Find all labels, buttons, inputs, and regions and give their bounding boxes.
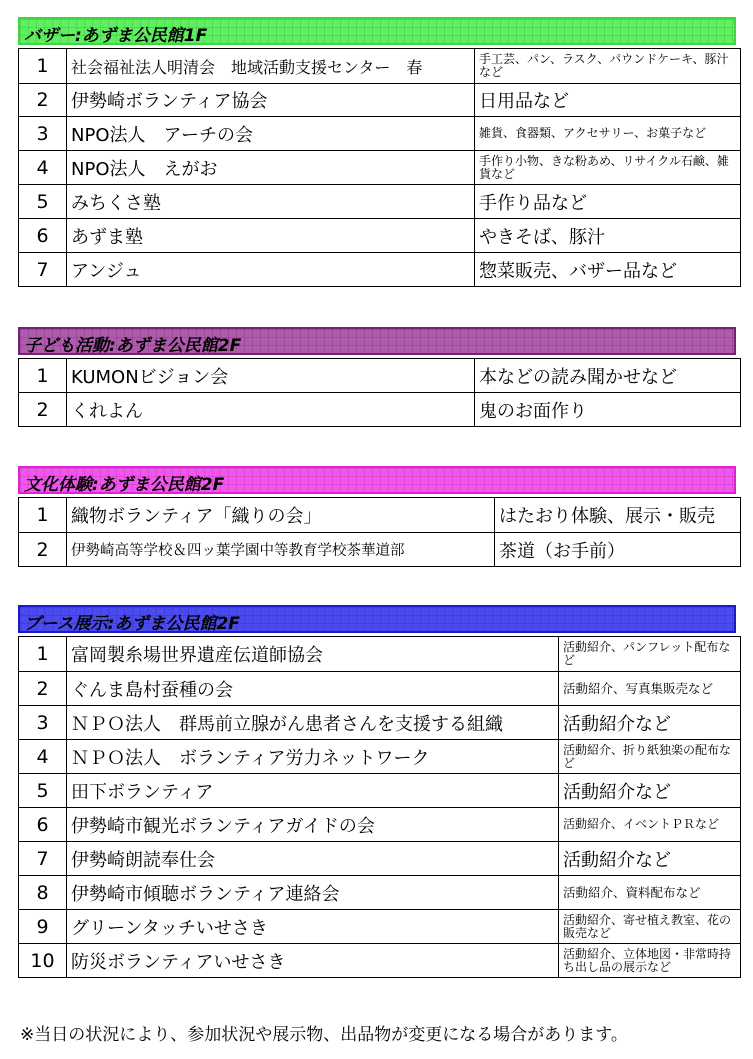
item-description: 手作り小物、きな粉あめ、リサイクル石鹸、雑貨など <box>475 151 741 185</box>
item-description: 活動紹介など <box>559 842 741 876</box>
exhibitor-name: 伊勢崎高等学校＆四ッ葉学園中等教育学校茶華道部 <box>67 533 495 567</box>
row-number: 4 <box>19 740 67 774</box>
exhibitor-name: 富岡製糸場世界遺産伝道師協会 <box>67 637 559 672</box>
table-row <box>19 672 741 706</box>
exhibitor-name: 社会福祉法人明清会 地域活動支援センター 春 <box>67 49 475 84</box>
item-description: 本などの読み聞かせなど <box>475 359 741 393</box>
item-description: 活動紹介、折り紙独楽の配布など <box>559 740 741 774</box>
table-row <box>19 359 741 393</box>
section-banner <box>18 327 736 355</box>
section-title: バザー:あずま公民館1F <box>24 26 208 46</box>
exhibitor-name: 織物ボランティア「織りの会」 <box>67 498 495 533</box>
row-number: 3 <box>19 706 67 740</box>
row-number: 5 <box>19 774 67 808</box>
row-number: 2 <box>19 84 67 117</box>
exhibitor-name: くれよん <box>67 393 475 427</box>
row-number: 10 <box>19 944 67 978</box>
item-description: 鬼のお面作り <box>475 393 741 427</box>
row-number: 7 <box>19 253 67 287</box>
section-bazaar <box>18 17 740 287</box>
row-number: 2 <box>19 393 67 427</box>
exhibitor-name: ＮＰＯ法人 ボランティア労力ネットワーク <box>67 740 559 774</box>
table-row <box>19 808 741 842</box>
table-row <box>19 706 741 740</box>
exhibitor-name: 伊勢崎ボランティア協会 <box>67 84 475 117</box>
section-kids-activities <box>18 327 740 427</box>
exhibitor-name: NPO法人 アーチの会 <box>67 117 475 151</box>
exhibitor-name: グリーンタッチいせさき <box>67 910 559 944</box>
table-row <box>19 393 741 427</box>
exhibitor-name: 田下ボランティア <box>67 774 559 808</box>
item-description: 活動紹介など <box>559 706 741 740</box>
item-description: 活動紹介、寄せ植え教室、花の販売など <box>559 910 741 944</box>
row-number: 6 <box>19 808 67 842</box>
item-description: 活動紹介、イベントＰＲなど <box>559 808 741 842</box>
exhibitor-name: ＮＰＯ法人 群馬前立腺がん患者さんを支援する組織 <box>67 706 559 740</box>
row-number: 9 <box>19 910 67 944</box>
kids-table <box>18 358 741 427</box>
row-number: 5 <box>19 185 67 219</box>
item-description: はたおり体験、展示・販売 <box>495 498 741 533</box>
table-row <box>19 740 741 774</box>
exhibitor-name: KUMONビジョン会 <box>67 359 475 393</box>
item-description: 雑貨、食器類、アクセサリー、お菓子など <box>475 117 741 151</box>
row-number: 1 <box>19 49 67 84</box>
table-row <box>19 253 741 287</box>
row-number: 1 <box>19 498 67 533</box>
exhibitor-name: アンジュ <box>67 253 475 287</box>
item-description: 活動紹介など <box>559 774 741 808</box>
table-row <box>19 219 741 253</box>
exhibitor-name: 伊勢崎市傾聴ボランティア連絡会 <box>67 876 559 910</box>
culture-table <box>18 497 741 567</box>
exhibitor-name: 防災ボランティアいせさき <box>67 944 559 978</box>
exhibitor-name: NPO法人 えがお <box>67 151 475 185</box>
table-row <box>19 842 741 876</box>
item-description: 日用品など <box>475 84 741 117</box>
exhibitor-name: 伊勢崎市観光ボランティアガイドの会 <box>67 808 559 842</box>
item-description: 活動紹介、パンフレット配布など <box>559 637 741 672</box>
section-title: ブース展示:あずま公民館2F <box>24 614 240 634</box>
section-title: 子ども活動:あずま公民館2F <box>24 336 242 356</box>
item-description: 手工芸、パン、ラスク、パウンドケーキ、豚汁など <box>475 49 741 84</box>
row-number: 4 <box>19 151 67 185</box>
footnote: ※当日の状況により、参加状況や展示物、出品物が変更になる場合があります。 <box>20 1025 628 1045</box>
item-description: 惣菜販売、バザー品など <box>475 253 741 287</box>
section-booth-exhibits <box>18 605 740 978</box>
table-row <box>19 498 741 533</box>
section-culture-experience <box>18 466 740 567</box>
item-description: 活動紹介、資料配布など <box>559 876 741 910</box>
exhibitor-name: みちくさ塾 <box>67 185 475 219</box>
table-row <box>19 185 741 219</box>
exhibitor-name: 伊勢崎朗読奉仕会 <box>67 842 559 876</box>
item-description: 茶道（お手前） <box>495 533 741 567</box>
booth-table <box>18 636 741 978</box>
exhibitor-name: あずま塾 <box>67 219 475 253</box>
table-row <box>19 637 741 672</box>
item-description: 活動紹介、立体地図・非常時持ち出し品の展示など <box>559 944 741 978</box>
row-number: 2 <box>19 533 67 567</box>
row-number: 1 <box>19 359 67 393</box>
table-row <box>19 151 741 185</box>
table-row <box>19 533 741 567</box>
section-banner <box>18 605 736 633</box>
item-description: 活動紹介、写真集販売など <box>559 672 741 706</box>
exhibitor-name: ぐんま島村蚕種の会 <box>67 672 559 706</box>
row-number: 8 <box>19 876 67 910</box>
section-banner <box>18 466 736 494</box>
section-title: 文化体験:あずま公民館2F <box>24 475 225 495</box>
row-number: 3 <box>19 117 67 151</box>
table-row <box>19 944 741 978</box>
row-number: 6 <box>19 219 67 253</box>
row-number: 1 <box>19 637 67 672</box>
table-row <box>19 876 741 910</box>
section-banner <box>18 17 736 45</box>
row-number: 2 <box>19 672 67 706</box>
table-row <box>19 910 741 944</box>
table-row <box>19 117 741 151</box>
item-description: 手作り品など <box>475 185 741 219</box>
table-row <box>19 84 741 117</box>
table-row <box>19 774 741 808</box>
item-description: やきそば、豚汁 <box>475 219 741 253</box>
table-row <box>19 49 741 84</box>
bazaar-table <box>18 48 741 287</box>
row-number: 7 <box>19 842 67 876</box>
